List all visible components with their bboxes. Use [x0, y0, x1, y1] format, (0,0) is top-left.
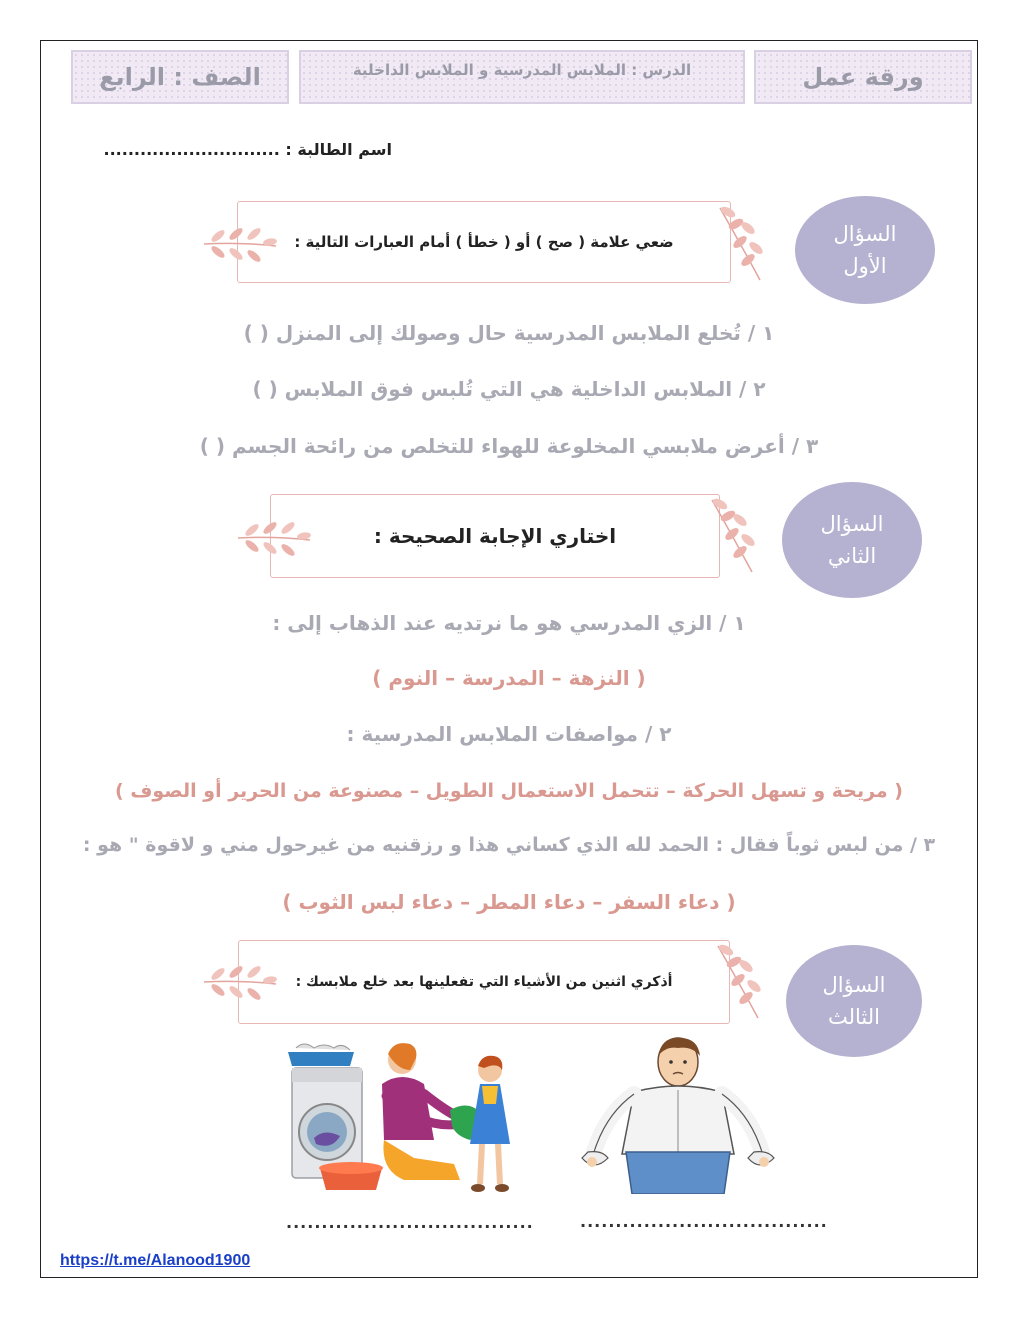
question-1-badge-line2: الأول [843, 254, 887, 278]
q1-statement-1: ١ / تُخلع الملابس المدرسية حال وصولك إلى المنزل ( ) [243, 321, 775, 345]
question-1-badge-line1: السؤال [833, 222, 897, 246]
leaf-sprig-icon [712, 936, 764, 1026]
laundry-illustration [284, 1040, 524, 1200]
question-1-instruction-frame [237, 201, 731, 283]
leaf-branch-icon [200, 212, 280, 276]
telegram-link[interactable]: https://t.me/Alanood1900 [60, 1252, 251, 1269]
question-3-badge-line1: السؤال [822, 973, 886, 997]
leaf-branch-icon [234, 506, 314, 570]
question-3-badge [786, 945, 922, 1057]
q2-options-3: ( دعاء السفر – دعاء المطر – دعاء لبس الثوب ) [282, 890, 736, 914]
grade-box [71, 50, 289, 104]
q2-question-1: ١ / الزي المدرسي هو ما نرتديه عند الذهاب إلى : [272, 611, 746, 635]
lesson-title: الدرس : الملابس المدرسية و الملابس الداخلية [352, 61, 692, 79]
student-name-label: اسم الطالبة : [285, 140, 392, 159]
grade-label: الصف : الرابع [99, 63, 261, 91]
student-name-line[interactable] [60, 140, 392, 159]
lesson-title-box [299, 50, 745, 104]
question-2-badge-line1: السؤال [820, 512, 884, 536]
worksheet-title: ورقة عمل [802, 63, 924, 91]
empty-pockets-illustration [574, 1034, 780, 1194]
q2-options-1: ( النزهة – المدرسة – النوم ) [372, 666, 646, 690]
leaf-sprig-icon [714, 198, 766, 288]
q2-question-2: ٢ / مواصفات الملابس المدرسية : [346, 722, 672, 746]
question-1-badge [795, 196, 935, 304]
q1-statement-2: ٢ / الملابس الداخلية هي التي تُلبس فوق الملابس ( ) [252, 377, 766, 401]
question-2-instruction-frame [270, 494, 720, 578]
q2-question-3: ٣ / من لبس ثوباً فقال : الحمد لله الذي كساني هذا و رزقنيه من غيرحول مني و لاقوة " هو : [82, 834, 936, 856]
question-3-instruction-frame [238, 940, 730, 1024]
student-name-blank[interactable]: ............................. [103, 140, 280, 159]
question-3-instruction: أذكري اثنين من الأشياء التي تفعلينها بعد خلع ملابسك : [295, 974, 673, 990]
question-2-badge [782, 482, 922, 598]
leaf-branch-icon [200, 950, 280, 1014]
question-3-badge-line2: الثالث [828, 1005, 880, 1029]
leaf-sprig-icon [706, 490, 758, 580]
worksheet-title-box [754, 50, 972, 104]
q1-statement-3: ٣ / أعرض ملابسي المخلوعة للهواء للتخلص من رائحة الجسم ( ) [199, 434, 819, 458]
question-1-instruction: ضعي علامة ( صح ) أو ( خطأ ) أمام العبارات التالية : [294, 233, 674, 251]
answer-blank-left[interactable]: ................................... [286, 1213, 534, 1232]
answer-blank-right[interactable]: ................................... [580, 1212, 828, 1231]
question-2-instruction: اختاري الإجابة الصحيحة : [373, 524, 617, 548]
q2-options-2: ( مريحة و تسهل الحركة – تتحمل الاستعمال الطويل – مصنوعة من الحرير أو الصوف ) [115, 780, 903, 802]
question-2-badge-line2: الثاني [827, 544, 877, 568]
